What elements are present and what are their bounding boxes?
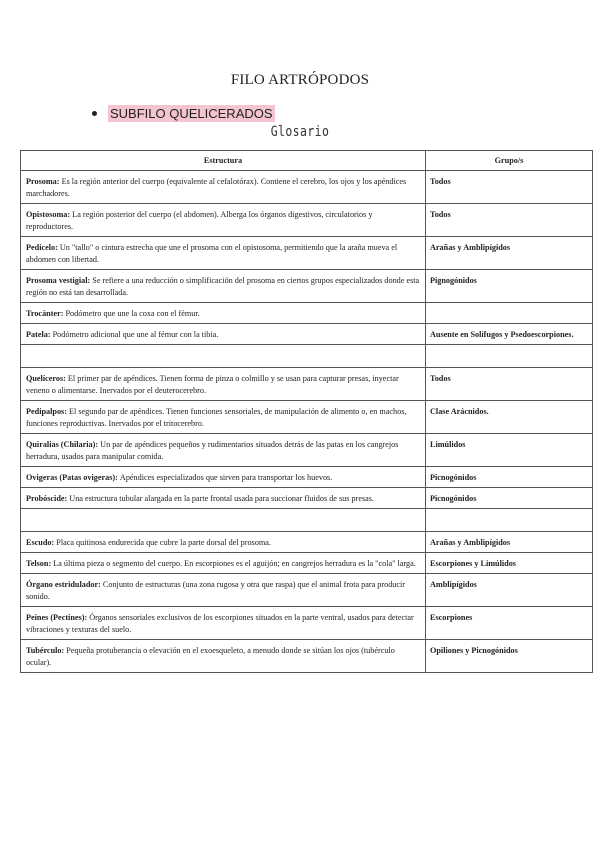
structure-cell (21, 553, 426, 574)
term-separator: : (87, 276, 93, 285)
term-separator: : (61, 646, 67, 655)
table-row (21, 324, 593, 345)
table-header-row (21, 151, 593, 171)
term-separator: : (47, 330, 53, 339)
definition: La última pieza o segmento del cuerpo. En escorpiones es el aguijón; en cangrejos herradura es la "cola" larga. (53, 559, 416, 568)
structure-cell (21, 467, 426, 488)
group-cell: Picnogónidos (426, 467, 593, 488)
table-row (21, 401, 593, 434)
group-cell: Clase Arácnidos. (426, 401, 593, 434)
definition: La región posterior del cuerpo (el abdomen). Alberga los órganos digestivos, circulatorios y reproductores. (26, 210, 373, 231)
term-separator: : (48, 559, 54, 568)
group-cell: Todos (426, 204, 593, 237)
table-row (21, 204, 593, 237)
group-cell: Pignogónidos (426, 270, 593, 303)
term-separator: : (64, 494, 70, 503)
term: Pedipalpos (26, 407, 65, 416)
definition: Podómetro adicional que une al fémur con la tibia. (52, 330, 219, 339)
group-cell: Escorpiones (426, 607, 593, 640)
table-row (21, 509, 593, 532)
definition: Un par de apéndices pequeños y rudimentarios situados detrás de las patas en los cangrejos herradura, usados para manipular comida. (26, 440, 399, 461)
definition: Podómetro que une la coxa con el fémur. (65, 309, 200, 318)
glossary-heading: Glosario (270, 124, 330, 140)
term-separator: : (84, 613, 90, 622)
page-title: FILO ARTRÓPODOS (230, 72, 370, 88)
blank-cell (426, 345, 593, 368)
structure-cell (21, 607, 426, 640)
definition: Apéndices especializados que sirven para transportar los huevos. (119, 473, 333, 482)
subfilo-label: SUBFILO QUELICERADOS (110, 106, 273, 121)
structure-cell (21, 324, 426, 345)
term-separator: : (98, 580, 103, 589)
term-separator: : (115, 473, 120, 482)
term: Opistosoma (26, 210, 68, 219)
group-cell: Amblipígidos (426, 574, 593, 607)
group-cell: Arañas y Amblipígidos (426, 237, 593, 270)
table-row (21, 171, 593, 204)
definition: Un "tallo" o cintura estrecha que une el prosoma con el opistosoma, permitiendo que la araña mueva el abdomen con libertad. (26, 243, 398, 264)
term: Pedicelo (26, 243, 56, 252)
blank-cell (21, 345, 426, 368)
term-separator: : (55, 243, 60, 252)
group-cell (426, 303, 593, 324)
structure-cell (21, 270, 426, 303)
glossary-table (20, 150, 593, 673)
group-cell: Ausente en Solífugos y Psedoescorpiones. (426, 324, 593, 345)
subfilo-heading (92, 105, 275, 122)
structure-cell (21, 368, 426, 401)
group-cell: Limúlidos (426, 434, 593, 467)
group-cell: Todos (426, 368, 593, 401)
header-structure: Estructura (21, 151, 426, 171)
structure-cell (21, 401, 426, 434)
table-row (21, 434, 593, 467)
table-row (21, 345, 593, 368)
table-row (21, 553, 593, 574)
term: Órgano estridulador (26, 580, 99, 589)
term: Escudo (26, 538, 52, 547)
table-row (21, 574, 593, 607)
group-cell: Arañas y Amblipígidos (426, 532, 593, 553)
structure-cell (21, 574, 426, 607)
structure-cell (21, 171, 426, 204)
table-row (21, 467, 593, 488)
term: Probóscide (26, 494, 65, 503)
structure-cell (21, 303, 426, 324)
table-row (21, 607, 593, 640)
table-row (21, 368, 593, 401)
structure-cell (21, 237, 426, 270)
table-row (21, 270, 593, 303)
structure-cell (21, 640, 426, 673)
term: Patela (26, 330, 48, 339)
table-row (21, 237, 593, 270)
structure-cell (21, 204, 426, 237)
structure-cell (21, 488, 426, 509)
table-row (21, 488, 593, 509)
term: Quiralias (Chilaria) (26, 440, 96, 449)
term: Prosoma (26, 177, 57, 186)
group-cell: Escorpiones y Limúlidos (426, 553, 593, 574)
table-row (21, 532, 593, 553)
term-separator: : (60, 309, 66, 318)
group-cell: Opiliones y Picnogónidos (426, 640, 593, 673)
definition: Se refiere a una reducción o simplificación del prosoma en ciertos grupos especializados donde esta región no está tan desarrollada. (26, 276, 420, 297)
definition: Órganos sensoriales exclusivos de los escorpiones situados en la parte ventral, usados para detectar vibraciones y texturas del suelo. (26, 613, 414, 634)
term: Quelíceros (26, 374, 64, 383)
group-cell: Picnogónidos (426, 488, 593, 509)
term: Telson (26, 559, 49, 568)
term: Trocánter (26, 309, 61, 318)
definition: Una estructura tubular alargada en la parte frontal usada para succionar fluidos de sus presas. (69, 494, 375, 503)
term-separator: : (64, 407, 70, 416)
term: Peines (Pectines) (26, 613, 85, 622)
definition: Conjunto de estructuras (una zona rugosa y otra que raspa) que el animal frota para producir sonido. (26, 580, 406, 601)
definition: El primer par de apéndices. Tienen forma de pinza o colmillo y se usan para capturar presas, inyectar veneno o alimentarse. Inervados por el deuterocerebro. (26, 374, 399, 395)
structure-cell (21, 434, 426, 467)
header-group: Grupo/s (426, 151, 593, 171)
definition: Placa quitinosa endurecida que cubre la parte dorsal del prosoma. (56, 538, 271, 547)
term-separator: : (51, 538, 57, 547)
term: Ovigeras (Patas ovigeras) (26, 473, 116, 482)
blank-cell (21, 509, 426, 532)
term-separator: : (63, 374, 68, 383)
term-separator: : (67, 210, 73, 219)
definition: Es la región anterior del cuerpo (equivalente al cefalotórax). Contiene el cerebro, los ojos y los apéndices marchadores. (26, 177, 407, 198)
table-row (21, 303, 593, 324)
definition: El segundo par de apéndices. Tienen funciones sensoriales, de manipulación de alimento o, en machos, funciones reproductivas. Inervados por el tritocerebro. (26, 407, 407, 428)
term-separator: : (95, 440, 101, 449)
term: Tubérculo (26, 646, 62, 655)
group-cell: Todos (426, 171, 593, 204)
term: Prosoma vestigial (26, 276, 88, 285)
blank-cell (426, 509, 593, 532)
table-row (21, 640, 593, 673)
bullet-icon (92, 111, 97, 116)
term-separator: : (56, 177, 62, 186)
definition: Pequeña protuberancia o elevación en el exoesqueleto, a menudo donde se sitúan los ojos (tubérculo ocular). (26, 646, 395, 667)
structure-cell (21, 532, 426, 553)
